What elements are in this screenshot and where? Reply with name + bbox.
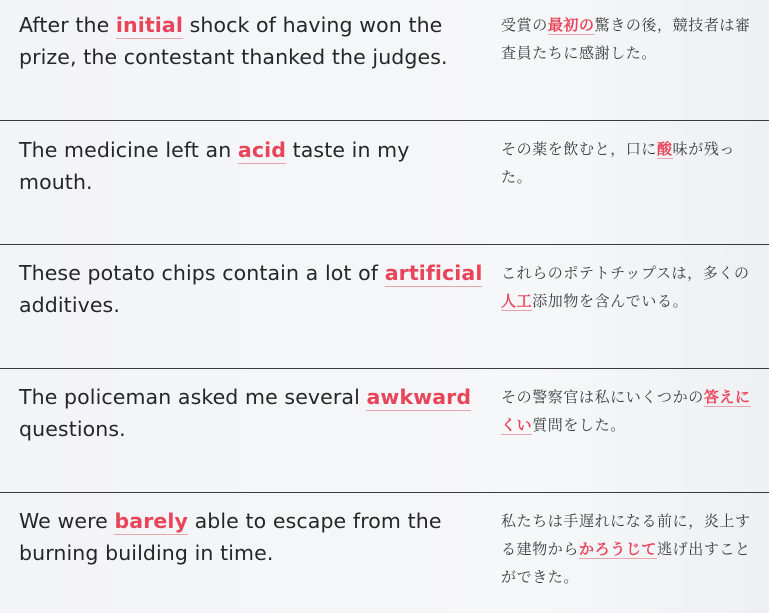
english-text: The policeman asked me several bbox=[19, 385, 367, 409]
divider-line bbox=[0, 368, 769, 369]
japanese-text: これらのポテトチップスは，多くの bbox=[501, 264, 750, 282]
japanese-text: 受賞の bbox=[501, 16, 548, 34]
japanese-translation bbox=[501, 135, 759, 191]
english-text: taste in my mouth. bbox=[19, 138, 410, 194]
japanese-text: 逃げ出すことができた。 bbox=[501, 540, 751, 586]
japanese-keyword: 酸 bbox=[657, 140, 673, 158]
divider-line bbox=[0, 244, 769, 245]
english-keyword: initial bbox=[115, 13, 183, 37]
english-sentence bbox=[19, 257, 489, 321]
japanese-translation bbox=[501, 383, 759, 439]
english-text: The medicine left an bbox=[19, 138, 238, 162]
english-keyword: awkward bbox=[366, 385, 472, 409]
japanese-keyword: かろうじて bbox=[579, 540, 658, 558]
english-keyword: barely bbox=[114, 509, 188, 533]
japanese-text: その薬を飲むと，口に bbox=[501, 140, 658, 158]
english-keyword: acid bbox=[237, 138, 287, 162]
english-text: After the bbox=[19, 13, 116, 37]
english-sentence bbox=[19, 9, 489, 73]
japanese-keyword: 人工 bbox=[501, 292, 533, 310]
japanese-text: 質問をした。 bbox=[532, 416, 626, 434]
english-sentence bbox=[19, 134, 489, 198]
divider-line bbox=[0, 492, 769, 493]
divider-line bbox=[0, 120, 769, 121]
japanese-keyword: 答えにくい bbox=[501, 388, 751, 434]
english-sentence bbox=[19, 381, 489, 445]
english-text: additives. bbox=[19, 293, 120, 317]
english-text: able to escape from the burning building in time. bbox=[19, 509, 442, 565]
english-text: questions. bbox=[19, 417, 126, 441]
english-text: shock of having won the prize, the contestant thanked the judges. bbox=[19, 13, 448, 69]
japanese-translation bbox=[501, 507, 759, 591]
japanese-translation bbox=[501, 259, 759, 315]
english-text: These potato chips contain a lot of bbox=[19, 261, 385, 285]
japanese-text: その警察官は私にいくつかの bbox=[501, 388, 704, 406]
japanese-text: 私たちは手遅れになる前に，炎上する建物から bbox=[501, 512, 751, 558]
japanese-translation bbox=[501, 11, 759, 67]
japanese-keyword: 最初の bbox=[547, 16, 595, 34]
japanese-text: 添加物を含んでいる。 bbox=[532, 292, 689, 310]
japanese-text: 驚きの後，競技者は審査員たちに感謝した。 bbox=[501, 16, 751, 62]
english-text: We were bbox=[19, 509, 115, 533]
english-sentence bbox=[19, 505, 489, 569]
japanese-text: 味が残った。 bbox=[501, 140, 736, 186]
english-keyword: artificial bbox=[384, 261, 483, 285]
